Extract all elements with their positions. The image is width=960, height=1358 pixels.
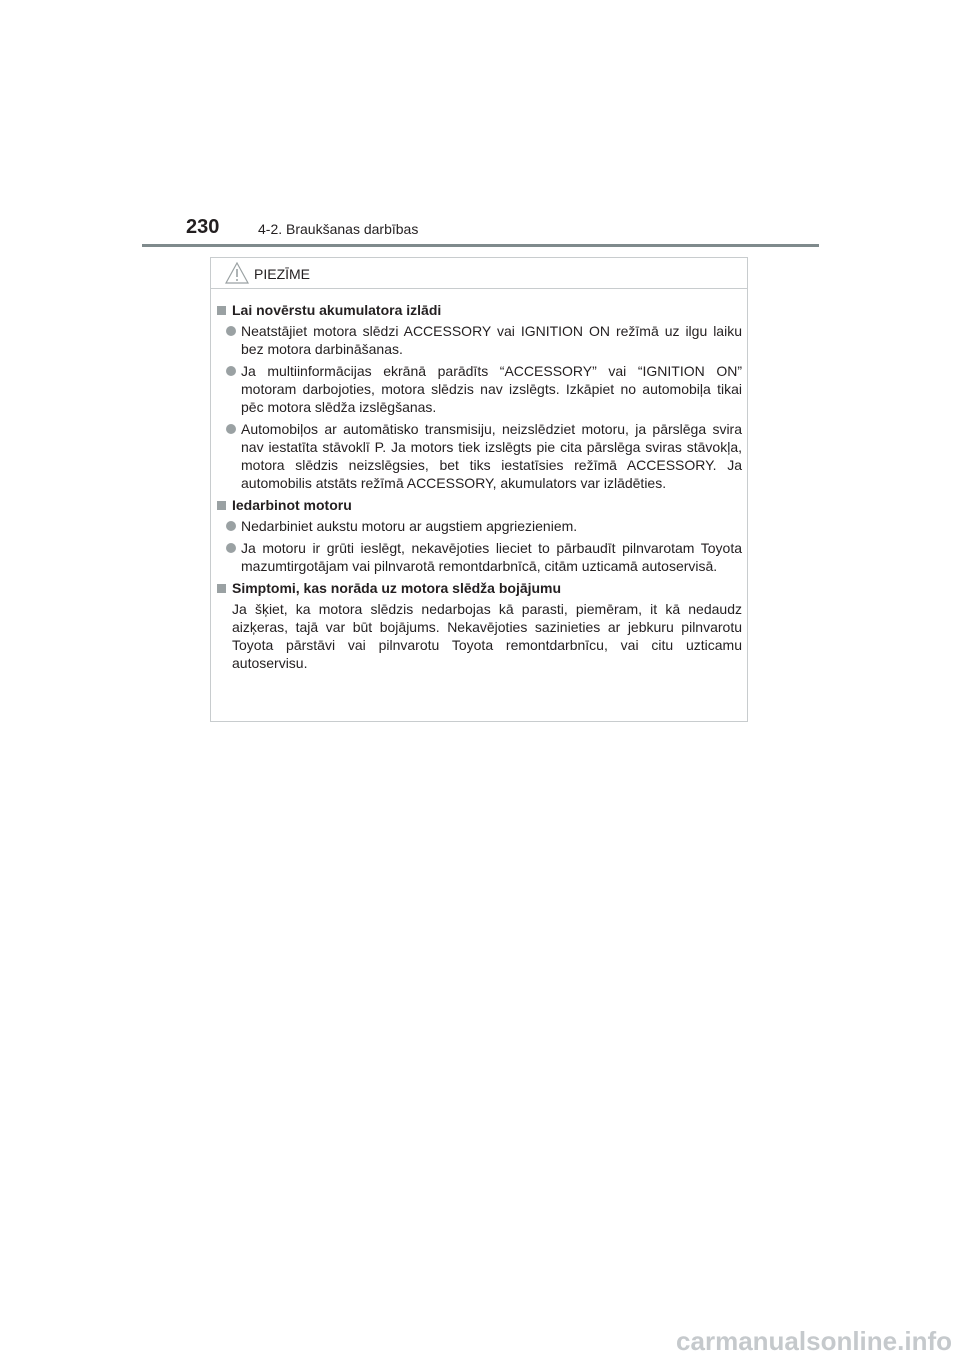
round-bullet-icon — [226, 366, 236, 376]
notice-section — [217, 496, 742, 575]
round-bullet-icon — [226, 543, 236, 553]
list-item — [217, 362, 742, 416]
notice-body — [211, 289, 747, 672]
section-heading-text: Iedarbinot motoru — [232, 497, 352, 513]
list-item — [217, 517, 742, 535]
round-bullet-icon — [226, 521, 236, 531]
section-heading — [217, 301, 742, 319]
square-bullet-icon — [217, 584, 226, 593]
list-item-text: Automobiļos ar automātisko transmisiju, neizslēdziet motoru, ja pārslēga svira nav iestatīta stāvoklī P. Ja motors tiek izslēgts pie cita pārslēga sviras stāvokļa, motora slēdzis neizslēgsies, bet tiks iestatīsies režīmā ACCESSORY. Ja automobilis atstāts režīmā ACCESSORY, akumulators var izlādēties. — [241, 421, 742, 491]
warning-triangle-icon — [225, 262, 249, 284]
section-heading-text: Simptomi, kas norāda uz motora slēdža bojājumu — [232, 580, 562, 596]
section-heading — [217, 496, 742, 514]
square-bullet-icon — [217, 501, 226, 510]
notice-section — [217, 579, 742, 672]
square-bullet-icon — [217, 306, 226, 315]
list-item-text: Nedarbiniet aukstu motoru ar augstiem apgriezieniem. — [241, 518, 578, 534]
list-item-text: Neatstājiet motora slēdzi ACCESSORY vai IGNITION ON režīmā uz ilgu laiku bez motora darbināšanas. — [241, 323, 742, 357]
section-paragraph: Ja šķiet, ka motora slēdzis nedarbojas kā parasti, piemēram, it kā nedaudz aizķeras, tajā var būt bojājums. Nekavējoties sazinieties ar jebkuru pilnvarotu Toyota pārstāvi vai pilnvarotu Toyota remontdarbnīcu, vai citu uzticamu autoservisu. — [232, 601, 742, 671]
list-item — [217, 539, 742, 575]
section-heading — [217, 579, 742, 597]
notice-label: PIEZĪME — [254, 266, 311, 282]
section-heading-text: Lai novērstu akumulatora izlādi — [232, 302, 442, 318]
list-item — [217, 420, 742, 492]
notice-header — [211, 258, 747, 289]
round-bullet-icon — [226, 326, 236, 336]
page-number: 230 — [186, 216, 220, 238]
list-item-text: Ja multiinformācijas ekrānā parādīts “ACCESSORY” vai “IGNITION ON” motoram darbojoties, motora slēdzis nav izslēgts. Izkāpiet no automobiļa tikai pēc motora slēdža izslēgšanas. — [241, 363, 742, 415]
header-rule — [142, 244, 819, 247]
list-item-text: Ja motoru ir grūti ieslēgt, nekavējoties lieciet to pārbaudīt pilnvarotam Toyota mazumtirgotājam vai pilnvarotā remontdarbnīcā, citām uzticamā autoservisā. — [241, 540, 742, 574]
notice-section — [217, 301, 742, 492]
section-title: 4-2. Braukšanas darbības — [258, 221, 419, 237]
notice-box — [210, 257, 748, 722]
list-item — [217, 322, 742, 358]
round-bullet-icon — [226, 424, 236, 434]
watermark: carmanualsonline.info — [676, 1326, 952, 1356]
